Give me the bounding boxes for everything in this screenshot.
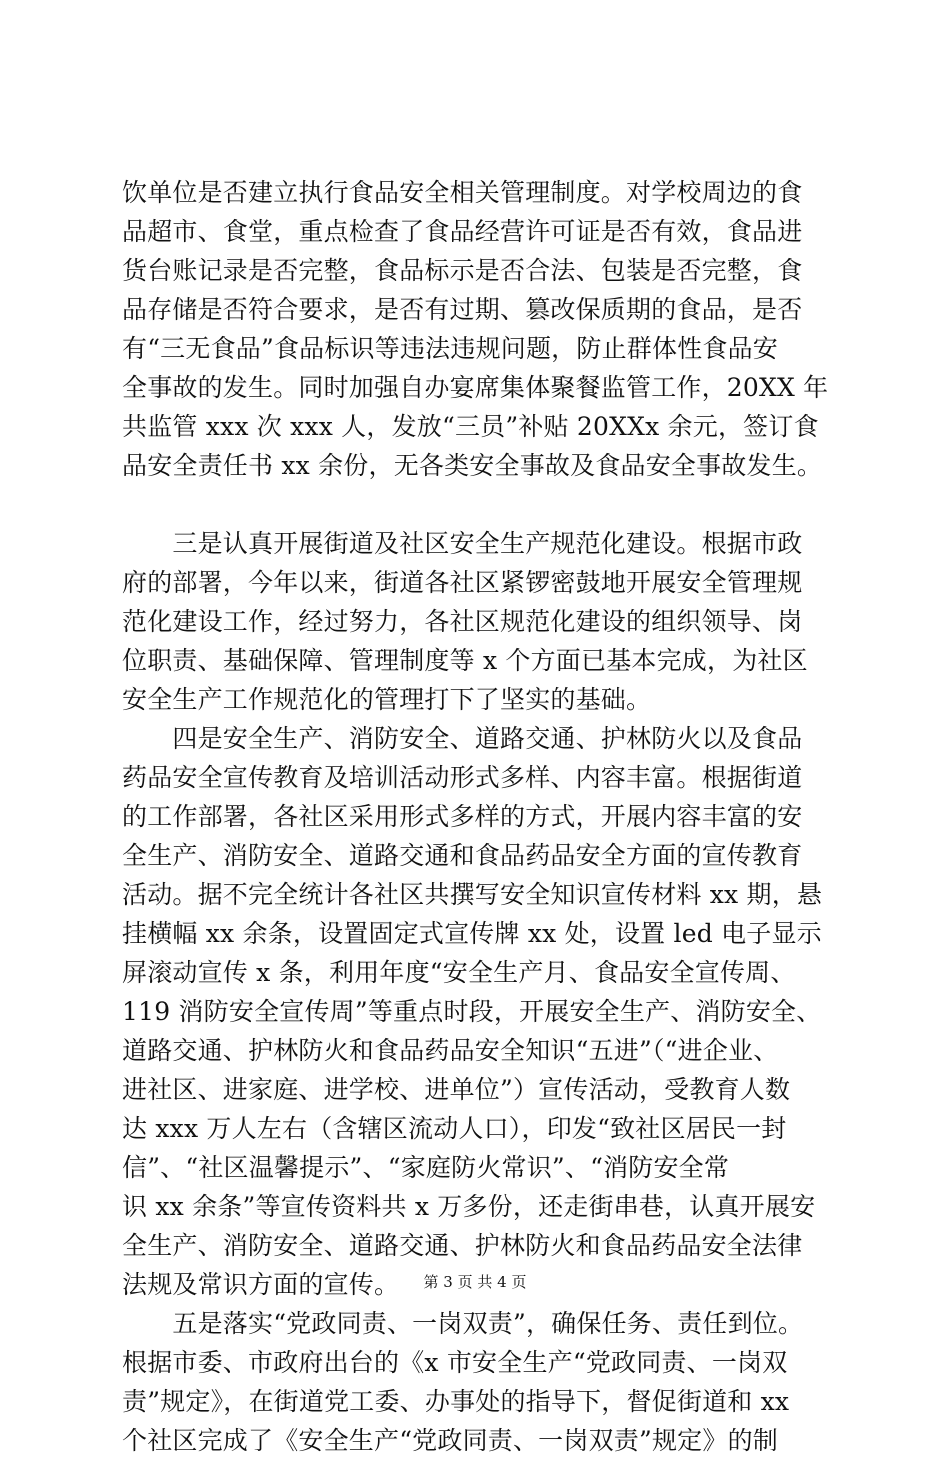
paragraph-1-line-4: 品存储是否符合要求，是否有过期、篡改保质期的食品，是否	[122, 295, 803, 324]
paragraph-3-line-4: 全生产、消防安全、道路交通和食品药品安全方面的宣传教育	[122, 841, 803, 870]
paragraph-1-line-1: 饮单位是否建立执行食品安全相关管理制度。对学校周边的食	[122, 178, 803, 207]
paragraph-3-line-9: 道路交通、护林防火和食品药品安全知识“五进”（“进企业、	[122, 1036, 779, 1065]
paragraph-3-line-15: 法规及常识方面的宣传。	[122, 1270, 400, 1299]
paragraph-2-line-4: 位职责、基础保障、管理制度等 x 个方面已基本完成，为社区	[122, 646, 808, 675]
paragraph-3-line-1: 四是安全生产、消防安全、道路交通、护林防火以及食品	[122, 724, 803, 753]
paragraph-1-line-8: 品安全责任书 xx 余份，无各类安全事故及食品安全事故发生。	[122, 451, 823, 480]
paragraph-3-line-5: 活动。据不完全统计各社区共撰写安全知识宣传材料 xx 期，悬	[122, 880, 823, 909]
paragraph-1-line-3: 货台账记录是否完整，食品标示是否合法、包装是否完整，食	[122, 256, 803, 285]
paragraph-3-line-7: 屏滚动宣传 x 条，利用年度“安全生产月、食品安全宣传周、	[122, 958, 796, 987]
paragraph-2-line-3: 范化建设工作，经过努力，各社区规范化建设的组织领导、岗	[122, 607, 803, 636]
page-footer: 第 3 页 共 4 页	[423, 1273, 527, 1291]
paragraph-3-line-2: 药品安全宣传教育及培训活动形式多样、内容丰富。根据街道	[122, 763, 803, 792]
paragraph-2-line-1: 三是认真开展街道及社区安全生产规范化建设。根据市政	[122, 529, 803, 558]
paragraph-4-line-4: 个社区完成了《安全生产“党政同责、一岗双责”规定》的制	[122, 1426, 778, 1455]
paragraph-3-line-6: 挂横幅 xx 余条，设置固定式宣传牌 xx 处，设置 led 电子显示	[122, 919, 822, 948]
paragraph-1-line-7: 共监管 xxx 次 xxx 人，发放“三员”补贴 20XXx 余元，签订食	[122, 412, 819, 441]
paragraph-1-line-6: 全事故的发生。同时加强自办宴席集体聚餐监管工作，20XX 年	[122, 373, 829, 402]
paragraph-3-line-11: 达 xxx 万人左右（含辖区流动人口），印发“致社区居民一封	[122, 1114, 787, 1143]
paragraph-3-line-10: 进社区、进家庭、进学校、进单位”）宣传活动，受教育人数	[122, 1075, 791, 1104]
paragraph-4-line-3: 责”规定》，在街道党工委、办事处的指导下，督促街道和 xx	[122, 1387, 790, 1416]
paragraph-3-line-14: 全生产、消防安全、道路交通、护林防火和食品药品安全法律	[122, 1231, 803, 1260]
paragraph-1-line-2: 品超市、食堂，重点检查了食品经营许可证是否有效，食品进	[122, 217, 803, 246]
paragraph-4-line-1: 五是落实“党政同责、一岗双责”，确保任务、责任到位。	[122, 1309, 804, 1338]
paragraph-2-line-2: 府的部署，今年以来，街道各社区紧锣密鼓地开展安全管理规	[122, 568, 803, 597]
paragraph-1-line-5: 有“三无食品”食品标识等违法违规问题，防止群体性食品安	[122, 334, 778, 363]
paragraph-2-line-5: 安全生产工作规范化的管理打下了坚实的基础。	[122, 685, 652, 714]
paragraph-3-line-12: 信”、“社区温馨提示”、“家庭防火常识”、“消防安全常	[122, 1153, 730, 1182]
paragraph-4-line-2: 根据市委、市政府出台的《x 市安全生产“党政同责、一岗双	[122, 1348, 788, 1377]
paragraph-3-line-8: 119 消防安全宣传周”等重点时段，开展安全生产、消防安全、	[122, 997, 822, 1026]
paragraph-3-line-3: 的工作部署，各社区采用形式多样的方式，开展内容丰富的安	[122, 802, 803, 831]
paragraph-3-line-13: 识 xx 余条”等宣传资料共 x 万多份，还走街串巷，认真开展安	[122, 1192, 816, 1221]
